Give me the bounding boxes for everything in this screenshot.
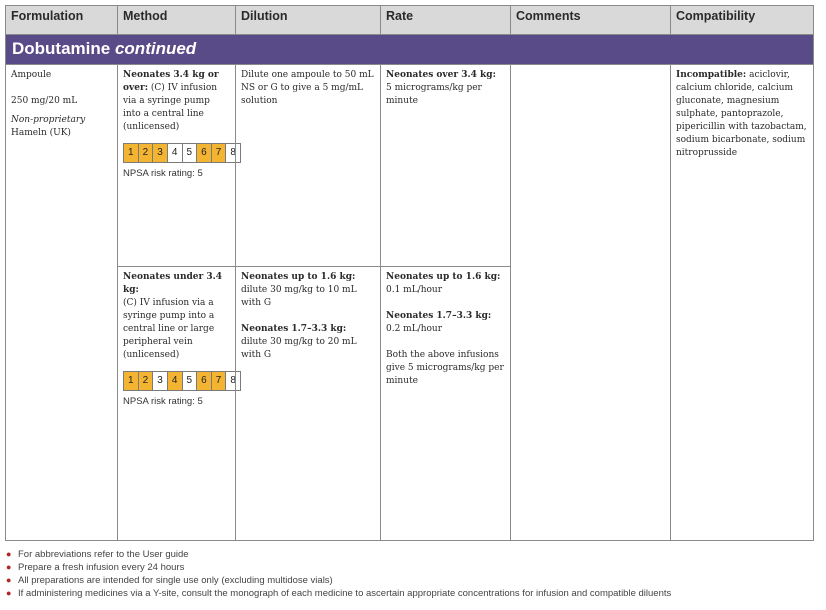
risk-box: 1 <box>124 144 138 162</box>
risk-box: 2 <box>138 144 153 162</box>
dilution-row1-text: Dilute one ampoule to 50 mL NS or G to give a 5 mg/mL solution <box>241 70 374 106</box>
rate-row2a-label: Neonates up to 1.6 kg: <box>386 272 501 282</box>
rate-row2c-text: Both the above infusions give 5 micrograms/kg per minute <box>386 350 504 386</box>
risk-rating-boxes <box>123 143 241 163</box>
dilution-row2a-text: dilute 30 mg/kg to 10 mL with G <box>241 285 357 308</box>
comments-column <box>510 65 670 540</box>
bullet-icon: ● <box>6 549 12 559</box>
risk-box: 8 <box>225 372 240 390</box>
risk-box: 2 <box>138 372 153 390</box>
method-row1-label: Neonates 3.4 kg or over: <box>123 70 219 93</box>
risk-box: 3 <box>152 372 167 390</box>
dilution-cell-row2 <box>236 267 380 366</box>
dilution-row2b-label: Neonates 1.7–3.3 kg: <box>241 324 347 334</box>
bullet-icon: ● <box>6 588 12 598</box>
risk-caption: NPSA risk rating: 5 <box>123 168 203 179</box>
header-method: Method <box>117 6 235 34</box>
dilution-cell-row1 <box>236 65 380 112</box>
risk-box: 4 <box>167 372 182 390</box>
compatibility-column <box>670 65 813 540</box>
compatibility-text: aciclovir, calcium chloride, calcium gluconate, magnesium sulphate, pantoprazole, pipericillin with tazobactam, sodium bicarbonate, sodium nitroprusside <box>676 70 807 158</box>
monograph-table <box>5 5 814 541</box>
footnote-item: ● Prepare a fresh infusion every 24 hours <box>6 562 185 573</box>
dilution-column <box>235 65 380 540</box>
method-row2-text: (C) IV infusion via a syringe pump into a central line or large peripheral vein (unlicensed) <box>123 298 215 360</box>
compatibility-label: Incompatible: <box>676 70 747 80</box>
risk-box: 7 <box>211 372 226 390</box>
risk-box: 5 <box>182 144 197 162</box>
risk-box: 4 <box>167 144 182 162</box>
risk-box: 5 <box>182 372 197 390</box>
method-row2-label: Neonates under 3.4 kg: <box>123 272 223 295</box>
footnote-item: ● For abbreviations refer to the User guide <box>6 549 189 560</box>
risk-box: 8 <box>225 144 240 162</box>
rate-column <box>380 65 510 540</box>
rate-row2b-label: Neonates 1.7–3.3 kg: <box>386 311 492 321</box>
rate-row1-label: Neonates over 3.4 kg: <box>386 70 496 80</box>
rate-row2a-text: 0.1 mL/hour <box>386 285 443 295</box>
risk-box: 3 <box>152 144 167 162</box>
dilution-row2a-label: Neonates up to 1.6 kg: <box>241 272 356 282</box>
footnote-item: ● All preparations are intended for single use only (excluding multidose vials) <box>6 575 333 586</box>
compatibility-cell <box>671 65 813 164</box>
risk-caption: NPSA risk rating: 5 <box>123 396 203 407</box>
method-row1-text: (C) IV infusion via a syringe pump into a central line (unlicensed) <box>123 83 218 132</box>
method-cell-row1 <box>118 65 235 184</box>
footnotes <box>6 548 816 600</box>
formulation-cell <box>6 65 117 144</box>
formulation-manufacturer: Hameln (UK) <box>11 128 71 138</box>
method-cell-row2 <box>118 267 235 412</box>
header-formulation: Formulation <box>11 9 84 23</box>
risk-box: 1 <box>124 372 138 390</box>
header-dilution: Dilution <box>235 6 380 34</box>
table-header <box>6 6 813 35</box>
bullet-icon: ● <box>6 562 12 572</box>
method-column <box>117 65 235 540</box>
header-comments: Comments <box>510 6 670 34</box>
drug-subtitle: continued <box>114 39 197 58</box>
risk-box: 6 <box>196 372 211 390</box>
rate-row1-text: 5 micrograms/kg per minute <box>386 83 482 106</box>
risk-box: 6 <box>196 144 211 162</box>
drug-name: Dobutamine <box>12 39 111 58</box>
rate-cell-row1 <box>381 65 510 112</box>
dilution-row2b-text: dilute 30 mg/kg to 20 mL with G <box>241 337 357 360</box>
rate-row2b-text: 0.2 mL/hour <box>386 324 443 334</box>
bullet-icon: ● <box>6 575 12 585</box>
formulation-column <box>6 65 117 540</box>
formulation-type: Ampoule <box>11 70 52 80</box>
formulation-proprietary: Non-proprietary <box>11 115 86 125</box>
drug-banner <box>6 35 813 65</box>
footnote-item: ● If administering medicines via a Y-site, consult the monograph of each medicine to ascertain appropriate concentrations for infusion and compatible diluents <box>6 588 672 599</box>
risk-box: 7 <box>211 144 226 162</box>
header-compatibility: Compatibility <box>670 6 813 34</box>
header-rate: Rate <box>380 6 510 34</box>
formulation-strength: 250 mg/20 mL <box>11 96 78 106</box>
risk-rating-boxes <box>123 371 241 391</box>
rate-cell-row2 <box>381 267 510 392</box>
